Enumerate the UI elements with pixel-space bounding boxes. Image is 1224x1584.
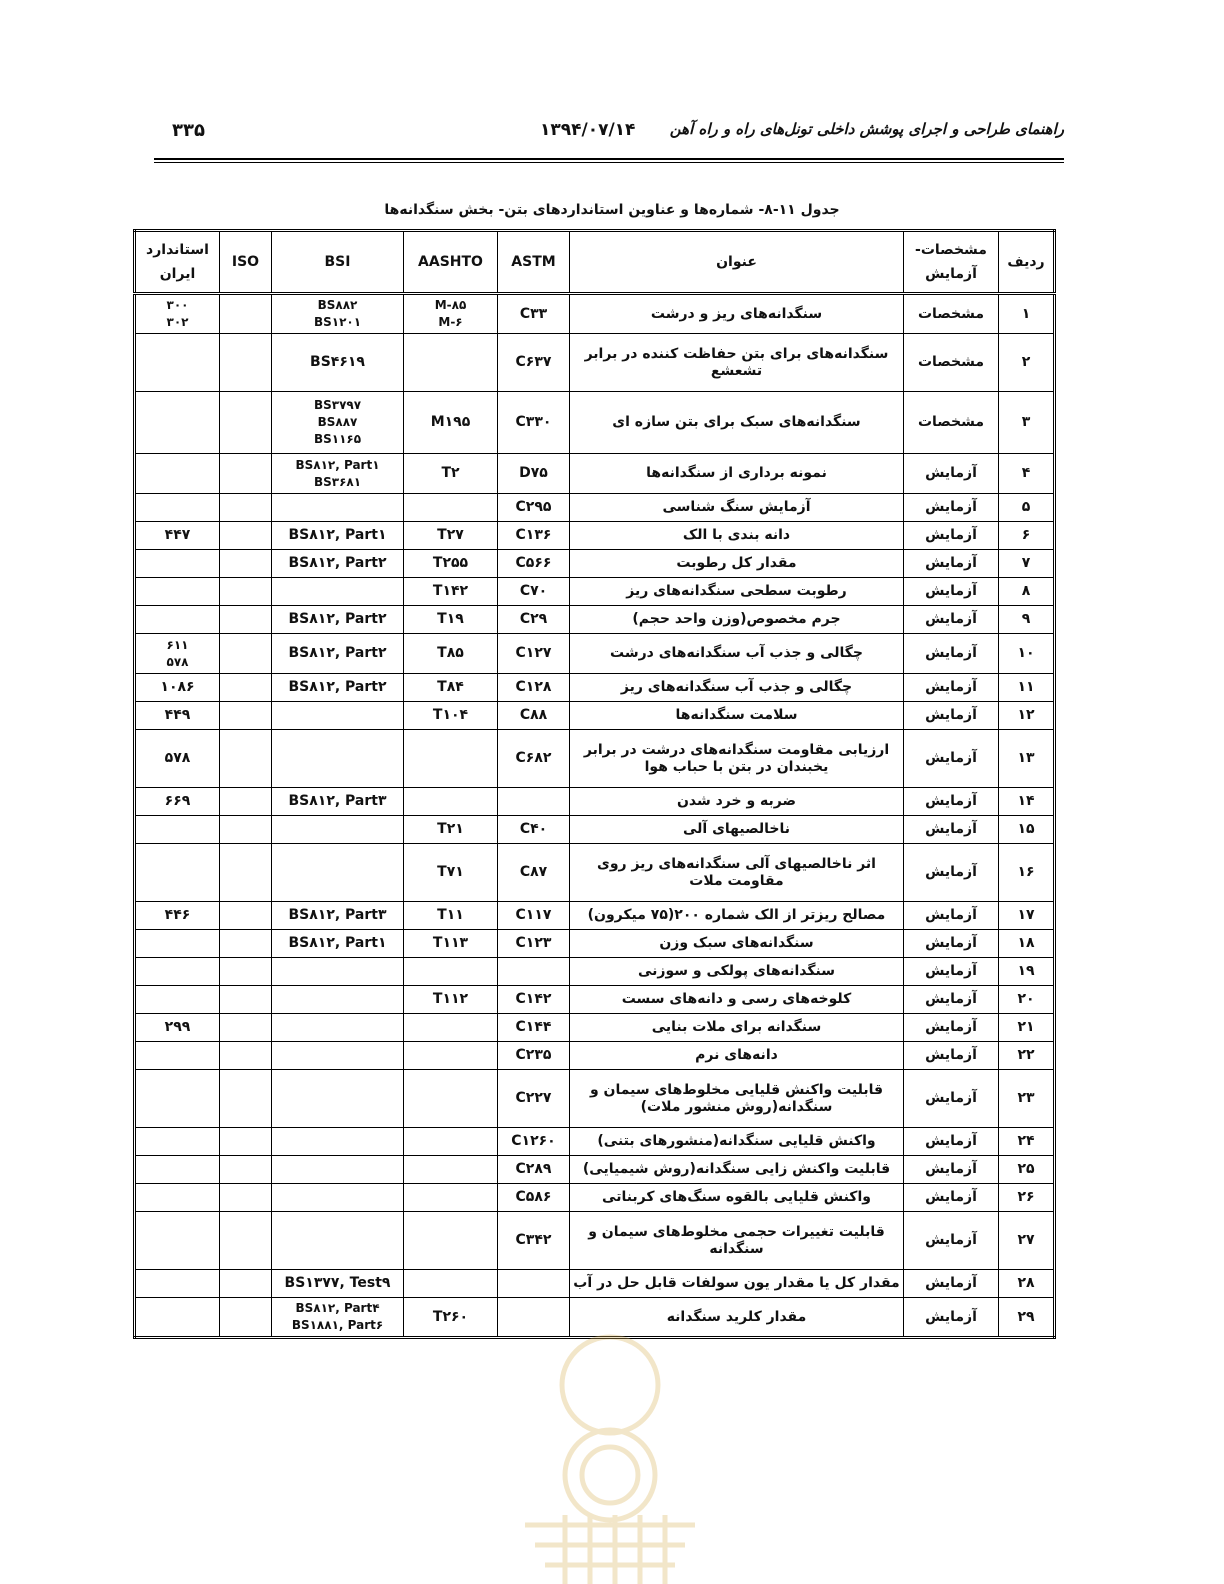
row-type: آزمایش: [904, 1042, 999, 1070]
iran-standard: ۴۴۶: [135, 902, 220, 930]
row-title: سنگدانه‌های سبک وزن: [570, 930, 904, 958]
iso-code: [220, 494, 272, 522]
row-number: ۲۰: [999, 986, 1055, 1014]
aashto-code: T۱۴۲: [404, 578, 498, 606]
bsi-code: [272, 844, 404, 902]
row-type: مشخصات: [904, 294, 999, 334]
row-title: آزمایش سنگ شناسی: [570, 494, 904, 522]
bsi-code: [272, 730, 404, 788]
aashto-code: T۱۱۳: [404, 930, 498, 958]
row-number: ۲۲: [999, 1042, 1055, 1070]
bsi-code: BS۸۱۲, Part۱: [272, 522, 404, 550]
aashto-code: [404, 1156, 498, 1184]
table-row: [135, 522, 1055, 550]
row-type: آزمایش: [904, 494, 999, 522]
aashto-code: [404, 1128, 498, 1156]
iran-standard: ۶۱۱ ۵۷۸: [135, 634, 220, 674]
astm-code: [498, 788, 570, 816]
row-title: سنگدانه‌های ریز و درشت: [570, 294, 904, 334]
iso-code: [220, 334, 272, 392]
bsi-code: [272, 1212, 404, 1270]
row-number: ۲۸: [999, 1270, 1055, 1298]
bsi-code: BS۱۳۷۷, Test۹: [272, 1270, 404, 1298]
row-title: سلامت سنگدانه‌ها: [570, 702, 904, 730]
astm-code: C۲۹: [498, 606, 570, 634]
col-header-bsi: BSI: [272, 231, 404, 294]
aashto-code: T۸۴: [404, 674, 498, 702]
row-number: ۱۱: [999, 674, 1055, 702]
astm-code: C۸۸: [498, 702, 570, 730]
aashto-code: T۱۰۴: [404, 702, 498, 730]
row-title: مصالح ریزتر از الک شماره ۲۰۰(۷۵ میکرون): [570, 902, 904, 930]
row-title: اثر ناخالصیهای آلی سنگدانه‌های ریز روی مقاومت ملات: [570, 844, 904, 902]
row-number: ۳: [999, 392, 1055, 454]
table-row: [135, 1298, 1055, 1338]
astm-code: C۶۸۲: [498, 730, 570, 788]
bsi-code: [272, 816, 404, 844]
bsi-code: BS۸۱۲, Part۱ BS۳۶۸۱: [272, 454, 404, 494]
astm-code: C۱۲۷: [498, 634, 570, 674]
iso-code: [220, 1212, 272, 1270]
iran-standard: [135, 392, 220, 454]
row-type: آزمایش: [904, 902, 999, 930]
table-row: [135, 730, 1055, 788]
iran-standard: [135, 986, 220, 1014]
bsi-code: [272, 958, 404, 986]
astm-code: C۳۳: [498, 294, 570, 334]
row-number: ۱۷: [999, 902, 1055, 930]
row-number: ۱: [999, 294, 1055, 334]
iso-code: [220, 730, 272, 788]
row-title: مقدار کلرید سنگدانه: [570, 1298, 904, 1338]
astm-code: C۲۳۵: [498, 1042, 570, 1070]
aashto-code: T۱۱۲: [404, 986, 498, 1014]
row-title: کلوخه‌های رسی و دانه‌های سست: [570, 986, 904, 1014]
row-type: آزمایش: [904, 1070, 999, 1128]
iran-standard: [135, 844, 220, 902]
table-row: [135, 930, 1055, 958]
aashto-code: [404, 1014, 498, 1042]
iran-standard: ۴۴۷: [135, 522, 220, 550]
col-header-aashto: AASHTO: [404, 231, 498, 294]
iran-standard: ۵۷۸: [135, 730, 220, 788]
iso-code: [220, 930, 272, 958]
row-title: چگالی و جذب آب سنگدانه‌های ریز: [570, 674, 904, 702]
astm-code: C۲۹۵: [498, 494, 570, 522]
iran-standard: [135, 1070, 220, 1128]
aashto-code: [404, 334, 498, 392]
row-title: واکنش قلیایی سنگدانه(منشورهای بتنی): [570, 1128, 904, 1156]
iran-standard: [135, 816, 220, 844]
aashto-code: [404, 1042, 498, 1070]
aashto-code: T۲۵۵: [404, 550, 498, 578]
iso-code: [220, 1298, 272, 1338]
book-title: راهنمای طراحی و اجرای پوشش داخلی تونل‌های راه و راه آهن: [669, 120, 1064, 138]
aashto-code: M۱۹۵: [404, 392, 498, 454]
row-type: آزمایش: [904, 1270, 999, 1298]
iso-code: [220, 606, 272, 634]
header-date: ۱۳۹۴/۰۷/۱۴: [540, 120, 636, 140]
row-number: ۶: [999, 522, 1055, 550]
iso-code: [220, 294, 272, 334]
row-title: قابلیت واکنش زایی سنگدانه(روش شیمیایی): [570, 1156, 904, 1184]
row-number: ۱۵: [999, 816, 1055, 844]
bsi-code: [272, 702, 404, 730]
table-row: [135, 902, 1055, 930]
table-row: [135, 578, 1055, 606]
iran-standard: ۲۹۹: [135, 1014, 220, 1042]
row-type: آزمایش: [904, 1156, 999, 1184]
iso-code: [220, 522, 272, 550]
table-row: [135, 634, 1055, 674]
astm-code: C۸۷: [498, 844, 570, 902]
iso-code: [220, 902, 272, 930]
bsi-code: BS۸۱۲, Part۲: [272, 634, 404, 674]
iran-standard: [135, 1042, 220, 1070]
bsi-code: BS۸۱۲, Part۳: [272, 902, 404, 930]
table-row: [135, 1128, 1055, 1156]
row-title: سنگدانه‌های برای بتن حفاظت کننده در برابر تشعشع: [570, 334, 904, 392]
iran-standard: ۶۶۹: [135, 788, 220, 816]
table-row: [135, 788, 1055, 816]
astm-code: C۱۲۶۰: [498, 1128, 570, 1156]
astm-code: C۱۴۲: [498, 986, 570, 1014]
row-title: قابلیت واکنش قلیایی مخلوط‌های سیمان و سنگدانه(روش منشور ملات): [570, 1070, 904, 1128]
row-number: ۱۴: [999, 788, 1055, 816]
table-row: [135, 550, 1055, 578]
table-row: [135, 606, 1055, 634]
iran-standard: [135, 1298, 220, 1338]
row-number: ۲۴: [999, 1128, 1055, 1156]
row-type: آزمایش: [904, 606, 999, 634]
iso-code: [220, 578, 272, 606]
iran-standard: [135, 454, 220, 494]
bsi-code: [272, 1128, 404, 1156]
astm-code: C۱۳۶: [498, 522, 570, 550]
table-row: [135, 1156, 1055, 1184]
table-row: [135, 1070, 1055, 1128]
iso-code: [220, 702, 272, 730]
aashto-code: [404, 788, 498, 816]
iso-code: [220, 844, 272, 902]
row-title: سنگدانه‌های سبک برای بتن سازه ای: [570, 392, 904, 454]
table-caption: جدول ۱۱-۸- شماره‌ها و عناوین استانداردهای بتن- بخش سنگدانه‌ها: [384, 202, 840, 218]
row-title: قابلیت تغییرات حجمی مخلوط‌های سیمان و سنگدانه: [570, 1212, 904, 1270]
row-type: آزمایش: [904, 1128, 999, 1156]
row-number: ۱۳: [999, 730, 1055, 788]
row-number: ۱۹: [999, 958, 1055, 986]
astm-code: C۱۲۳: [498, 930, 570, 958]
astm-code: [498, 1270, 570, 1298]
row-type: آزمایش: [904, 578, 999, 606]
iso-code: [220, 1270, 272, 1298]
row-title: چگالی و جذب آب سنگدانه‌های درشت: [570, 634, 904, 674]
iran-standard: [135, 606, 220, 634]
aashto-code: [404, 1184, 498, 1212]
iso-code: [220, 674, 272, 702]
iso-code: [220, 1042, 272, 1070]
iso-code: [220, 958, 272, 986]
row-title: مقدار کل رطوبت: [570, 550, 904, 578]
iso-code: [220, 1070, 272, 1128]
table-header-row: [135, 231, 1055, 294]
row-title: مقدار کل یا مقدار یون سولفات قابل حل در آب: [570, 1270, 904, 1298]
row-type: آزمایش: [904, 522, 999, 550]
iso-code: [220, 454, 272, 494]
col-header-iran: استاندارد ایران: [135, 231, 220, 294]
iran-standard: [135, 550, 220, 578]
row-number: ۲: [999, 334, 1055, 392]
iso-code: [220, 1014, 272, 1042]
row-number: ۲۱: [999, 1014, 1055, 1042]
row-title: سنگدانه‌های پولکی و سوزنی: [570, 958, 904, 986]
row-number: ۱۲: [999, 702, 1055, 730]
astm-code: [498, 958, 570, 986]
header-rule-thin: [154, 162, 1064, 163]
row-title: ارزیابی مقاومت سنگدانه‌های درشت در برابر یخبندان در بتن با حباب هوا: [570, 730, 904, 788]
row-title: ناخالصیهای آلی: [570, 816, 904, 844]
astm-code: [498, 1298, 570, 1338]
bsi-code: BS۴۶۱۹: [272, 334, 404, 392]
astm-code: C۷۰: [498, 578, 570, 606]
iran-standard: [135, 1212, 220, 1270]
row-number: ۲۷: [999, 1212, 1055, 1270]
col-header-row-number: ردیف: [999, 231, 1055, 294]
table-row: [135, 454, 1055, 494]
iso-code: [220, 1184, 272, 1212]
aashto-code: [404, 1270, 498, 1298]
row-type: آزمایش: [904, 454, 999, 494]
iran-standard: [135, 494, 220, 522]
header-rule: [154, 158, 1064, 160]
astm-code: C۱۴۴: [498, 1014, 570, 1042]
row-type: آزمایش: [904, 634, 999, 674]
astm-code: C۴۰: [498, 816, 570, 844]
iran-standard: [135, 1184, 220, 1212]
row-number: ۱۶: [999, 844, 1055, 902]
aashto-code: [404, 730, 498, 788]
iso-code: [220, 1156, 272, 1184]
row-type: مشخصات: [904, 392, 999, 454]
iso-code: [220, 986, 272, 1014]
iran-standard: [135, 1128, 220, 1156]
bsi-code: BS۸۱۲, Part۲: [272, 674, 404, 702]
row-type: آزمایش: [904, 730, 999, 788]
bsi-code: [272, 1042, 404, 1070]
row-number: ۱۸: [999, 930, 1055, 958]
row-number: ۸: [999, 578, 1055, 606]
row-type: آزمایش: [904, 844, 999, 902]
aashto-code: M-۸۵ M-۶: [404, 294, 498, 334]
bsi-code: [272, 1014, 404, 1042]
astm-code: C۵۸۶: [498, 1184, 570, 1212]
aashto-code: T۲۶۰: [404, 1298, 498, 1338]
row-type: آزمایش: [904, 816, 999, 844]
table-row: [135, 1042, 1055, 1070]
astm-code: C۱۲۸: [498, 674, 570, 702]
row-type: آزمایش: [904, 674, 999, 702]
table-row: [135, 494, 1055, 522]
astm-code: C۵۶۶: [498, 550, 570, 578]
bsi-code: BS۸۱۲, Part۲: [272, 606, 404, 634]
row-type: آزمایش: [904, 702, 999, 730]
bsi-code: BS۳۷۹۷ BS۸۸۷ BS۱۱۶۵: [272, 392, 404, 454]
row-title: جرم مخصوص(وزن واحد حجم): [570, 606, 904, 634]
row-type: آزمایش: [904, 1212, 999, 1270]
iran-standard: [135, 1156, 220, 1184]
row-number: ۴: [999, 454, 1055, 494]
table-row: [135, 674, 1055, 702]
iso-code: [220, 634, 272, 674]
row-title: سنگدانه برای ملات بنایی: [570, 1014, 904, 1042]
astm-code: C۳۴۲: [498, 1212, 570, 1270]
row-type: آزمایش: [904, 788, 999, 816]
bsi-code: BS۸۱۲, Part۱: [272, 930, 404, 958]
row-type: آزمایش: [904, 550, 999, 578]
row-type: آزمایش: [904, 930, 999, 958]
row-type: آزمایش: [904, 1014, 999, 1042]
row-number: ۲۳: [999, 1070, 1055, 1128]
aashto-code: T۲: [404, 454, 498, 494]
iran-standard: [135, 1270, 220, 1298]
astm-code: C۳۳۰: [498, 392, 570, 454]
table-row: [135, 1184, 1055, 1212]
row-number: ۱۰: [999, 634, 1055, 674]
bsi-code: [272, 1070, 404, 1128]
bsi-code: BS۸۱۲, Part۲: [272, 550, 404, 578]
row-type: آزمایش: [904, 958, 999, 986]
iran-standard: ۴۴۹: [135, 702, 220, 730]
aashto-code: T۲۱: [404, 816, 498, 844]
table-body: [135, 294, 1055, 1338]
aashto-code: T۸۵: [404, 634, 498, 674]
iso-code: [220, 392, 272, 454]
aashto-code: T۲۷: [404, 522, 498, 550]
iran-standard: [135, 958, 220, 986]
aashto-code: [404, 958, 498, 986]
table-row: [135, 986, 1055, 1014]
col-header-title: عنوان: [570, 231, 904, 294]
table-row: [135, 1014, 1055, 1042]
row-type: مشخصات: [904, 334, 999, 392]
iran-standard: ۱۰۸۶: [135, 674, 220, 702]
row-title: ضربه و خرد شدن: [570, 788, 904, 816]
row-type: آزمایش: [904, 1298, 999, 1338]
iran-standard: [135, 930, 220, 958]
table-row: [135, 392, 1055, 454]
bsi-code: BS۸۸۲ BS۱۲۰۱: [272, 294, 404, 334]
iran-standard: [135, 334, 220, 392]
astm-code: D۷۵: [498, 454, 570, 494]
aashto-code: T۱۱: [404, 902, 498, 930]
bsi-code: [272, 1184, 404, 1212]
aashto-code: [404, 1070, 498, 1128]
bsi-code: [272, 1156, 404, 1184]
table-row: [135, 844, 1055, 902]
table-row: [135, 702, 1055, 730]
row-title: دانه‌های نرم: [570, 1042, 904, 1070]
publisher-seal-watermark: [485, 1325, 735, 1584]
page-number: ۳۳۵: [172, 120, 205, 141]
row-number: ۵: [999, 494, 1055, 522]
col-header-spec: مشخصات-آزمایش: [904, 231, 999, 294]
row-number: ۲۵: [999, 1156, 1055, 1184]
row-number: ۹: [999, 606, 1055, 634]
iran-standard: ۳۰۰ ۳۰۲: [135, 294, 220, 334]
bsi-code: [272, 986, 404, 1014]
row-type: آزمایش: [904, 986, 999, 1014]
row-number: ۷: [999, 550, 1055, 578]
aashto-code: [404, 1212, 498, 1270]
row-title: دانه بندی با الک: [570, 522, 904, 550]
iso-code: [220, 816, 272, 844]
row-number: ۲۹: [999, 1298, 1055, 1338]
bsi-code: [272, 494, 404, 522]
astm-code: C۱۱۷: [498, 902, 570, 930]
row-number: ۲۶: [999, 1184, 1055, 1212]
aashto-code: T۷۱: [404, 844, 498, 902]
astm-code: C۲۸۹: [498, 1156, 570, 1184]
col-header-astm: ASTM: [498, 231, 570, 294]
table-row: [135, 958, 1055, 986]
iso-code: [220, 550, 272, 578]
table-row: [135, 816, 1055, 844]
iso-code: [220, 788, 272, 816]
bsi-code: [272, 578, 404, 606]
bsi-code: BS۸۱۲, Part۳: [272, 788, 404, 816]
row-title: نمونه برداری از سنگدانه‌ها: [570, 454, 904, 494]
aashto-code: [404, 494, 498, 522]
iran-standard: [135, 578, 220, 606]
bsi-code: BS۸۱۲, Part۴ BS۱۸۸۱, Part۶: [272, 1298, 404, 1338]
astm-code: C۲۲۷: [498, 1070, 570, 1128]
aashto-code: T۱۹: [404, 606, 498, 634]
row-title: واکنش قلیایی بالقوه سنگ‌های کربناتی: [570, 1184, 904, 1212]
iso-code: [220, 1128, 272, 1156]
standards-table: [133, 229, 1056, 1339]
astm-code: C۶۳۷: [498, 334, 570, 392]
row-type: آزمایش: [904, 1184, 999, 1212]
table-row: [135, 334, 1055, 392]
table-row: [135, 1270, 1055, 1298]
row-title: رطوبت سطحی سنگدانه‌های ریز: [570, 578, 904, 606]
table-row: [135, 294, 1055, 334]
table-row: [135, 1212, 1055, 1270]
col-header-iso: ISO: [220, 231, 272, 294]
